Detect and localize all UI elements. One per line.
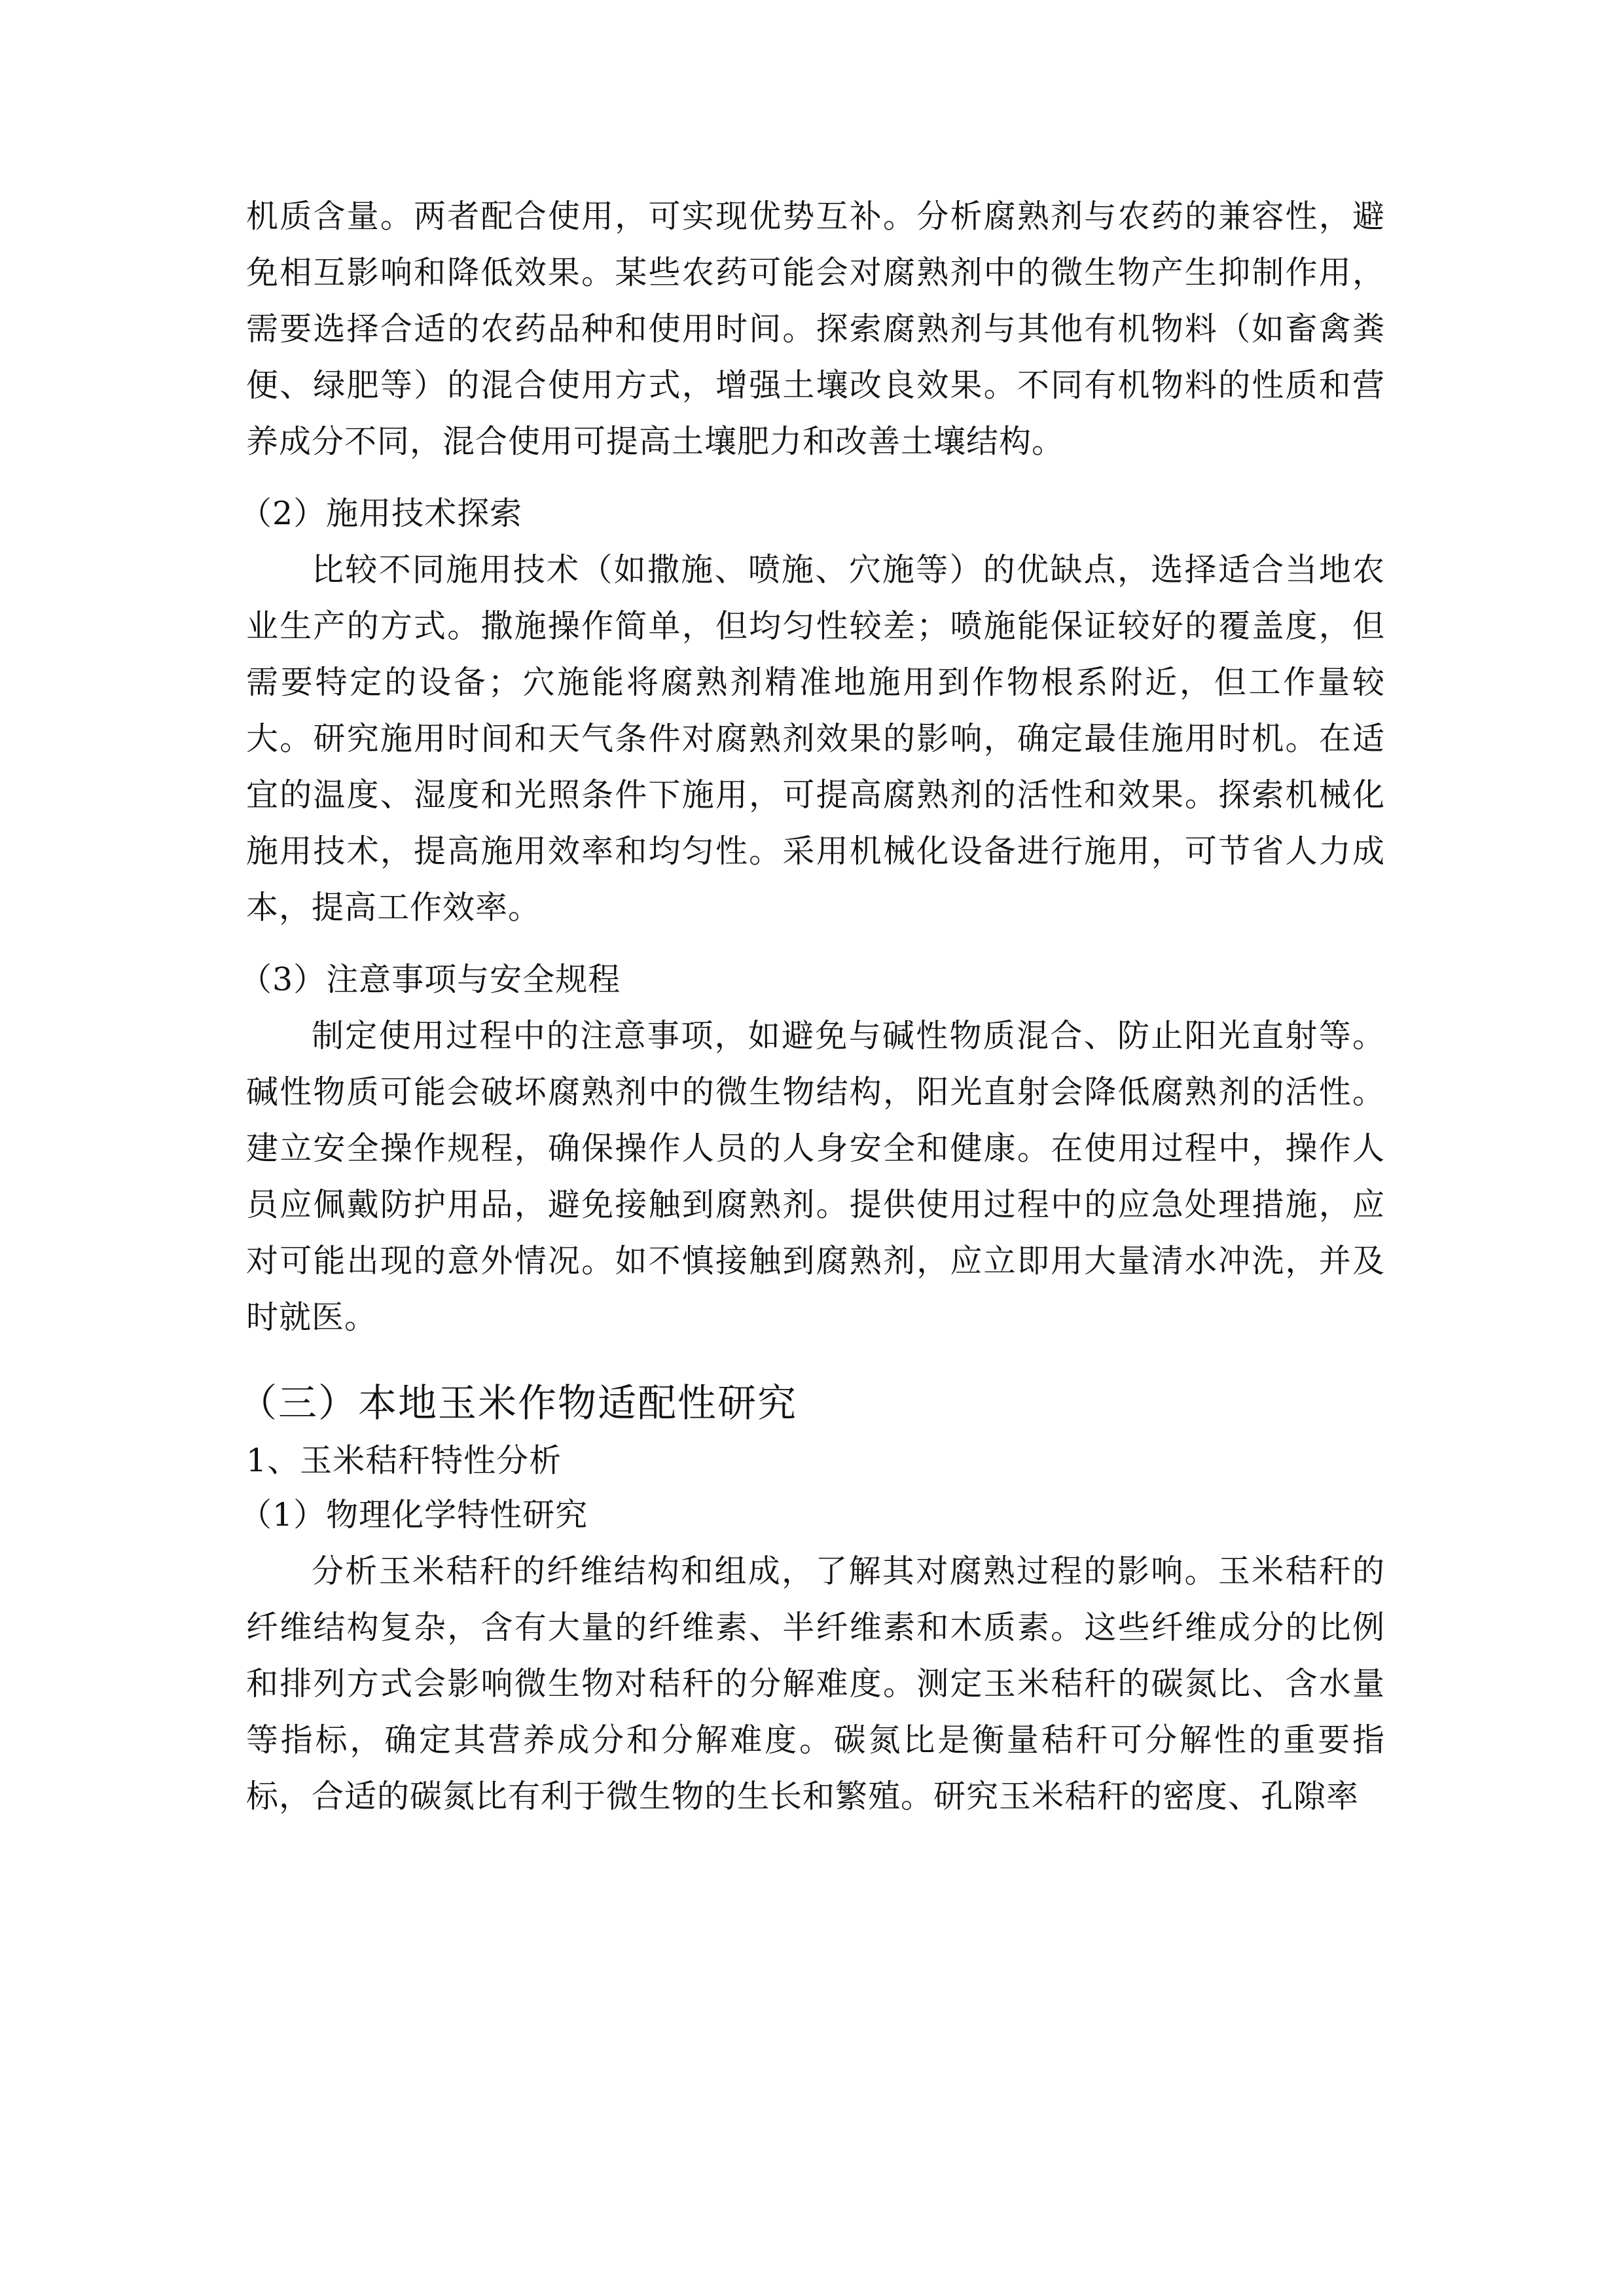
item-heading-straw-properties: 1、玉米秸秆特性分析 (246, 1442, 562, 1479)
paragraph-continued: 机质含量。两者配合使用，可实现优势互补。分析腐熟剂与农药的兼容性，避免相互影响和降低效果。某些农药可能会对腐熟剂中的微生物产生抑制作用，需要选择合适的农药品种和使用时间。探索腐熟剂与其他有机物料（如畜禽粪便、绿肥等）的混合使用方式，增强土壤改良效果。不同有机物料的性质和营养成分不同，混合使用可提高土壤肥力和改善土壤结构。 (246, 198, 1385, 460)
subheading-application-techniques: （2）施用技术探索 (240, 495, 523, 532)
paragraph-safety-rules: 制定使用过程中的注意事项，如避免与碱性物质混合、防止阳光直射等。碱性物质可能会破坏腐熟剂中的微生物结构，阳光直射会降低腐熟剂的活性。建立安全操作规程，确保操作人员的人身安全和健康。在使用过程中，操作人员应佩戴防护用品，避免接触到腐熟剂。提供使用过程中的应急处理措施，应对可能出现的意外情况。如不慎接触到腐熟剂，应立即用大量清水冲洗，并及时就医。 (246, 1017, 1385, 1336)
document-body (238, 188, 1385, 1825)
paragraph-physicochemical: 分析玉米秸秆的纤维结构和组成，了解其对腐熟过程的影响。玉米秸秆的纤维结构复杂，含有大量的纤维素、半纤维素和木质素。这些纤维成分的比例和排列方式会影响微生物对秸秆的分解难度。测定玉米秸秆的碳氮比、含水量等指标，确定其营养成分和分解难度。碳氮比是衡量秸秆可分解性的重要指标，合适的碳氮比有利于微生物的生长和繁殖。研究玉米秸秆的密度、孔隙率 (246, 1552, 1385, 1815)
subheading-physicochemical: （1）物理化学特性研究 (240, 1496, 588, 1534)
subheading-safety-rules: （3）注意事项与安全规程 (240, 961, 621, 998)
section-heading-corn-adaptability: （三）本地玉米作物适配性研究 (238, 1380, 798, 1426)
paragraph-application-techniques: 比较不同施用技术（如撒施、喷施、穴施等）的优缺点，选择适合当地农业生产的方式。撒施操作简单，但均匀性较差；喷施能保证较好的覆盖度，但需要特定的设备；穴施能将腐熟剂精准地施用到作物根系附近，但工作量较大。研究施用时间和天气条件对腐熟剂效果的影响，确定最佳施用时机。在适宜的温度、湿度和光照条件下施用，可提高腐熟剂的活性和效果。探索机械化施用技术，提高施用效率和均匀性。采用机械化设备进行施用，可节省人力成本，提高工作效率。 (246, 551, 1385, 926)
